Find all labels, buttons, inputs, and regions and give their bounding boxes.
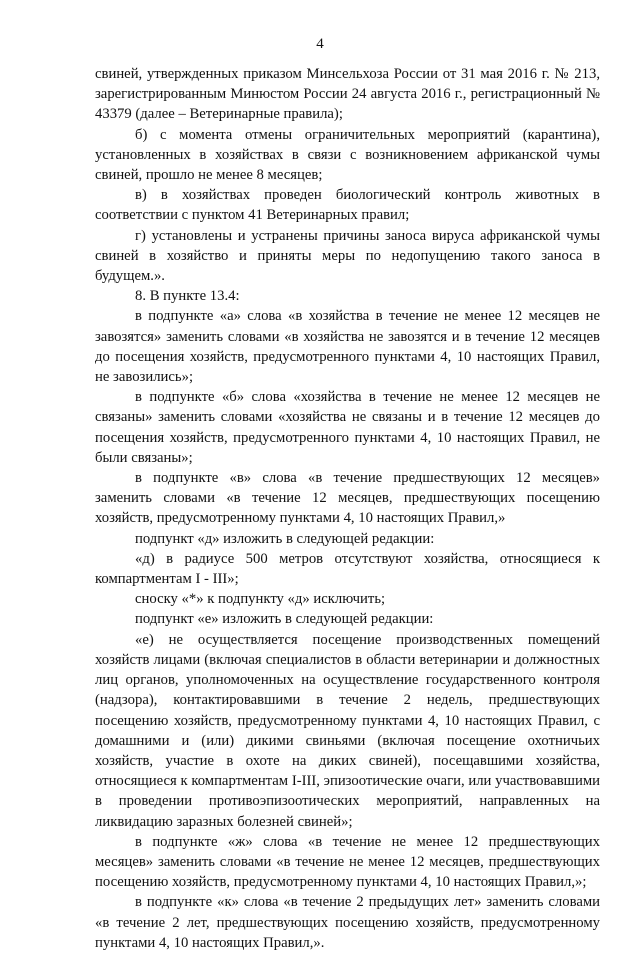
paragraph: в подпункте «б» слова «хозяйства в течение не менее 12 месяцев не связаны» заменить словами «хозяйства не связаны и в течение 12 месяцев до посещения хозяйств, предусмотренного пунктами 4, 10 настоящих Правил, не были связаны»; — [95, 389, 600, 466]
paragraph: б) с момента отмены ограничительных мероприятий (карантина), установленных в хозяйствах в связи с возникновением африканской чумы свиней, прошло не менее 8 месяцев; — [95, 126, 600, 184]
page-number: 4 — [316, 36, 324, 52]
paragraph: г) установлены и устранены причины заноса вируса африканской чумы свиней в хозяйство и приняты меры по недопущению такого заноса в будущем.». — [95, 227, 600, 285]
paragraph: сноску «*» к подпункту «д» исключить; — [135, 591, 386, 608]
paragraph: «д) в радиусе 500 метров отсутствуют хозяйства, относящиеся к компартментам I - III»; — [95, 550, 600, 588]
paragraph: в подпункте «к» слова «в течение 2 предыдущих лет» заменить словами «в течение 2 лет, предшествующих посещению хозяйств, предусмотренному пунктами 4, 10 настоящих Правил,». — [95, 894, 600, 951]
paragraph: 8. В пункте 13.4: — [135, 288, 240, 305]
document-body — [95, 64, 600, 953]
paragraph: в подпункте «а» слова «в хозяйства в течение не менее 12 месяцев не завозятся» заменить словами «в хозяйства не завозятся и в течение 12 месяцев до посещения хозяйств, предусмотренного пунктами 4, 10 настоящих Правил, не завозились»; — [95, 308, 600, 386]
paragraph: «е) не осуществляется посещение производственных помещений хозяйств лицами (включая специалистов в области ветеринарии и должностных лиц органов, уполномоченных на осуществление государственного контроля (надзора), контактировавшими в течение 2 недель, предшествующих посещению хозяйств, предусмотренному пунктами 4, 10 настоящих Правил, с домашними и (или) дикими свиньями (включая посещение охотничьих хозяйств, участие в охоте на диких свиней), посещавшими хозяйства, относящиеся к компартментам I-III, эпизоотические очаги, или участвовавшими в проведении противоэпизоотических мероприятий, направленных на ликвидацию заразных болезней свиней»; — [95, 631, 600, 830]
paragraph: в подпункте «в» слова «в течение предшествующих 12 месяцев» заменить словами «в течение 12 месяцев, предшествующих посещению хозяйств, предусмотренному пунктами 4, 10 настоящих Правил,» — [95, 470, 600, 527]
paragraph: в подпункте «ж» слова «в течение не менее 12 предшествующих месяцев» заменить словами «в течение не менее 12 месяцев, предшествующих посещению хозяйств, предусмотренному пунктами 4, 10 настоящих Правил,»; — [95, 833, 600, 891]
paragraph: в) в хозяйствах проведен биологический контроль животных в соответствии с пунктом 41 Ветеринарных правил; — [95, 187, 600, 224]
paragraph: подпункт «д» изложить в следующей редакции: — [135, 530, 435, 547]
paragraph: подпункт «е» изложить в следующей редакции: — [135, 611, 434, 628]
paragraph: свиней, утвержденных приказом Минсельхоза России от 31 мая 2016 г. № 213, зарегистрированным Минюстом России 24 августа 2016 г., регистрационный № 43379 (далее – Ветеринарные правила); — [95, 66, 600, 123]
